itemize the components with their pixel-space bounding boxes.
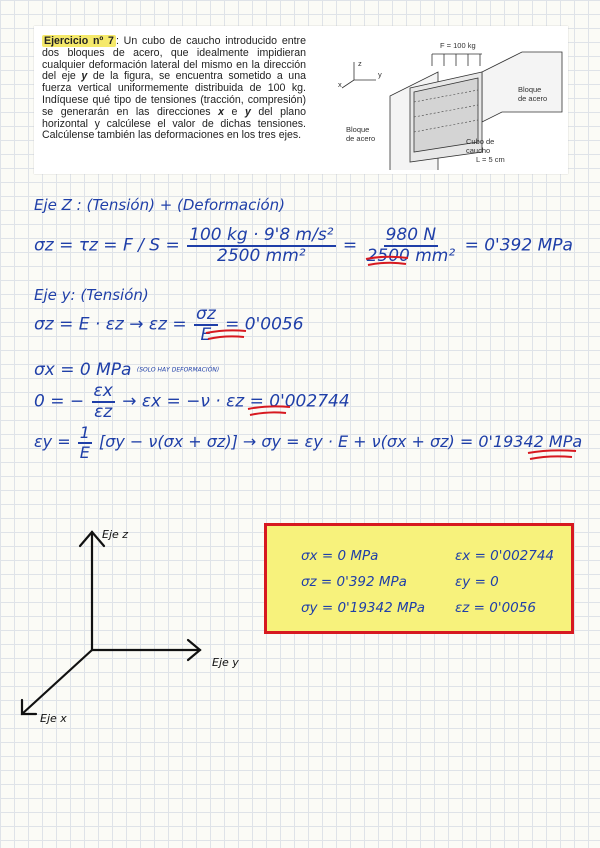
exercise-label: Ejercicio nº 7: [44, 35, 114, 47]
cube-label-1: Cubo de: [466, 137, 495, 146]
problem-text: Ejercicio nº 7 : Un cubo de caucho introducido entre dos bloques de acero, que idealmente impidieran cualquier deformación lateral del mismo en la dirección del eje y de la figura, se encuentra sometido a una fuerza vertical uniformemente distribuida de 100 kg. Indíquese qué tipo de tensiones (tracción, compresión) se generarán en las direcciones x e y del plano horizontal y calcúlese el valor de dichas tensiones. Calcúlense también las deformaciones en los tres ejes.: [42, 35, 306, 142]
underline-epsilon-z: [204, 328, 248, 342]
result-sigma-y: σy = 0'19342 MPa: [301, 600, 426, 616]
right-block-label-1: Bloque: [518, 85, 542, 94]
axis-x-label: Eje x: [40, 712, 67, 725]
equation-sigma-z: σz = τz = F / S = $\frac{\text{100 kg · 9'8 m/s²}}{\text{2500 mm²}}$ = $\frac{980 N}{\text{2500 mm²}}$ = 0'392 MPa: [34, 225, 573, 266]
fig-z-label: z: [358, 59, 362, 68]
heading-eje-y: Eje y: (Tensión): [34, 286, 149, 304]
right-block-label-2: de acero: [518, 94, 548, 103]
underline-epsilon-x: [246, 404, 292, 418]
rubber-cube-figure: [332, 32, 564, 170]
axis-z-label: Eje z: [102, 528, 129, 541]
cube-label-2: caucho: [466, 146, 491, 155]
underline-sigma-z: [364, 254, 410, 268]
equation-sigma-y: εy = $\frac{1}{E}$ [σy − ν(σx + σz)] → σy = εy · E + ν(σx + σz) = 0'19342 MPa: [34, 423, 583, 462]
heading-eje-z: Eje Z : (Tensión) + (Deformación): [34, 196, 286, 214]
fig-x-label: x: [338, 80, 342, 89]
result-epsilon-y: εy = 0: [455, 574, 499, 590]
x-axis-line: [22, 650, 92, 714]
results-box: [264, 523, 574, 634]
equation-sigma-x: σx = 0 MPa (SOLO HAY DEFORMACIÓN): [34, 360, 220, 380]
axis-y-label: Eje y: [212, 656, 239, 669]
problem-statement-box: [34, 26, 568, 174]
cube-label-3: L = 5 cm: [476, 155, 505, 164]
result-sigma-x: σx = 0 MPa: [301, 548, 379, 564]
fig-y-label: y: [378, 70, 382, 79]
result-epsilon-z: εz = 0'0056: [455, 600, 536, 616]
equation-epsilon-z: σz = E · εz → εz = $\frac{\sigma z}{E}$ = 0'0056: [34, 304, 304, 345]
left-block-label-2: de acero: [346, 134, 376, 143]
left-block-label-1: Bloque: [346, 125, 370, 134]
result-epsilon-x: εx = 0'002744: [455, 548, 555, 564]
underline-sigma-y: [526, 448, 578, 462]
equation-epsilon-x: 0 = − $\frac{\varepsilon x}{\varepsilon z}$ → εx = −ν · εz = 0'002744: [34, 381, 350, 422]
result-sigma-z: σz = 0'392 MPa: [301, 574, 407, 590]
force-label: F = 100 kg: [440, 41, 476, 50]
axes-sketch: [0, 510, 300, 740]
